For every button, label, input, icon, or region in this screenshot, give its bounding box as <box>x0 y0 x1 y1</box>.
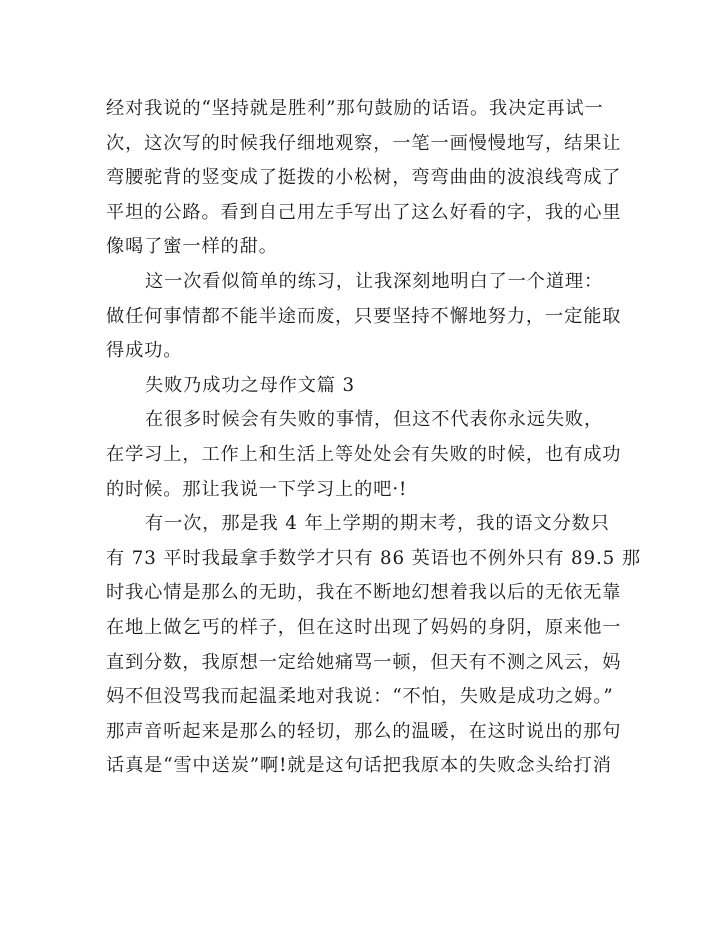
text-line: 在很多时候会有失败的事情，但这不代表你永远失败， <box>145 409 604 431</box>
text-line: 做任何事情都不能半途而废，只要坚持不懈地努力，一定能取 <box>106 305 622 327</box>
text-line: 次，这次写的时候我仔细地观察，一笔一画慢慢地写，结果让 <box>106 132 622 154</box>
text-line: 有一次，那是我 4 年上学期的期末考，我的语文分数只 <box>145 513 610 535</box>
text-line: 这一次看似简单的练习，让我深刻地明白了一个道理： <box>145 270 604 292</box>
text-line: 妈不但没骂我而起温柔地对我说：“不怕，失败是成功之姆。” <box>106 686 614 708</box>
text-line: 经对我说的“坚持就是胜利”那句鼓励的话语。我决定再试一 <box>106 98 604 119</box>
text-line: 弯腰驼背的竖变成了挺拨的小松树，弯弯曲曲的波浪线弯成了 <box>106 167 622 189</box>
text-line: 那声音听起来是那么的轻切，那么的温暖，在这时说出的那句 <box>106 720 622 742</box>
text-line: 在地上做乞丐的样子，但在这时出现了妈妈的身阴，原来他一 <box>106 616 622 638</box>
essay-text <box>106 92 641 784</box>
text-line: 有 73 平时我最拿手数学才只有 86 英语也不例外只有 89.5 那 <box>106 547 641 569</box>
text-line: 时我心情是那么的无助，我在不断地幻想着我以后的无依无靠 <box>106 582 622 604</box>
text-line: 得成功。 <box>106 340 183 362</box>
text-line: 平坦的公路。看到自己用左手写出了这么好看的字，我的心里 <box>106 201 622 223</box>
text-line: 直到分数，我原想一定给她痛骂一顿，但天有不测之风云，妈 <box>106 651 622 673</box>
text-line: 的时候。那让我说一下学习上的吧·! <box>106 478 408 500</box>
text-line: 话真是“雪中送炭”啊!就是这句话把我原本的失败念头给打消 <box>106 755 612 777</box>
text-line: 在学习上，工作上和生活上等处处会有失败的时候，也有成功 <box>106 443 622 465</box>
text-line: 失败乃成功之母作文篇 3 <box>145 374 356 396</box>
text-line: 像喝了蜜一样的甜。 <box>106 236 278 258</box>
